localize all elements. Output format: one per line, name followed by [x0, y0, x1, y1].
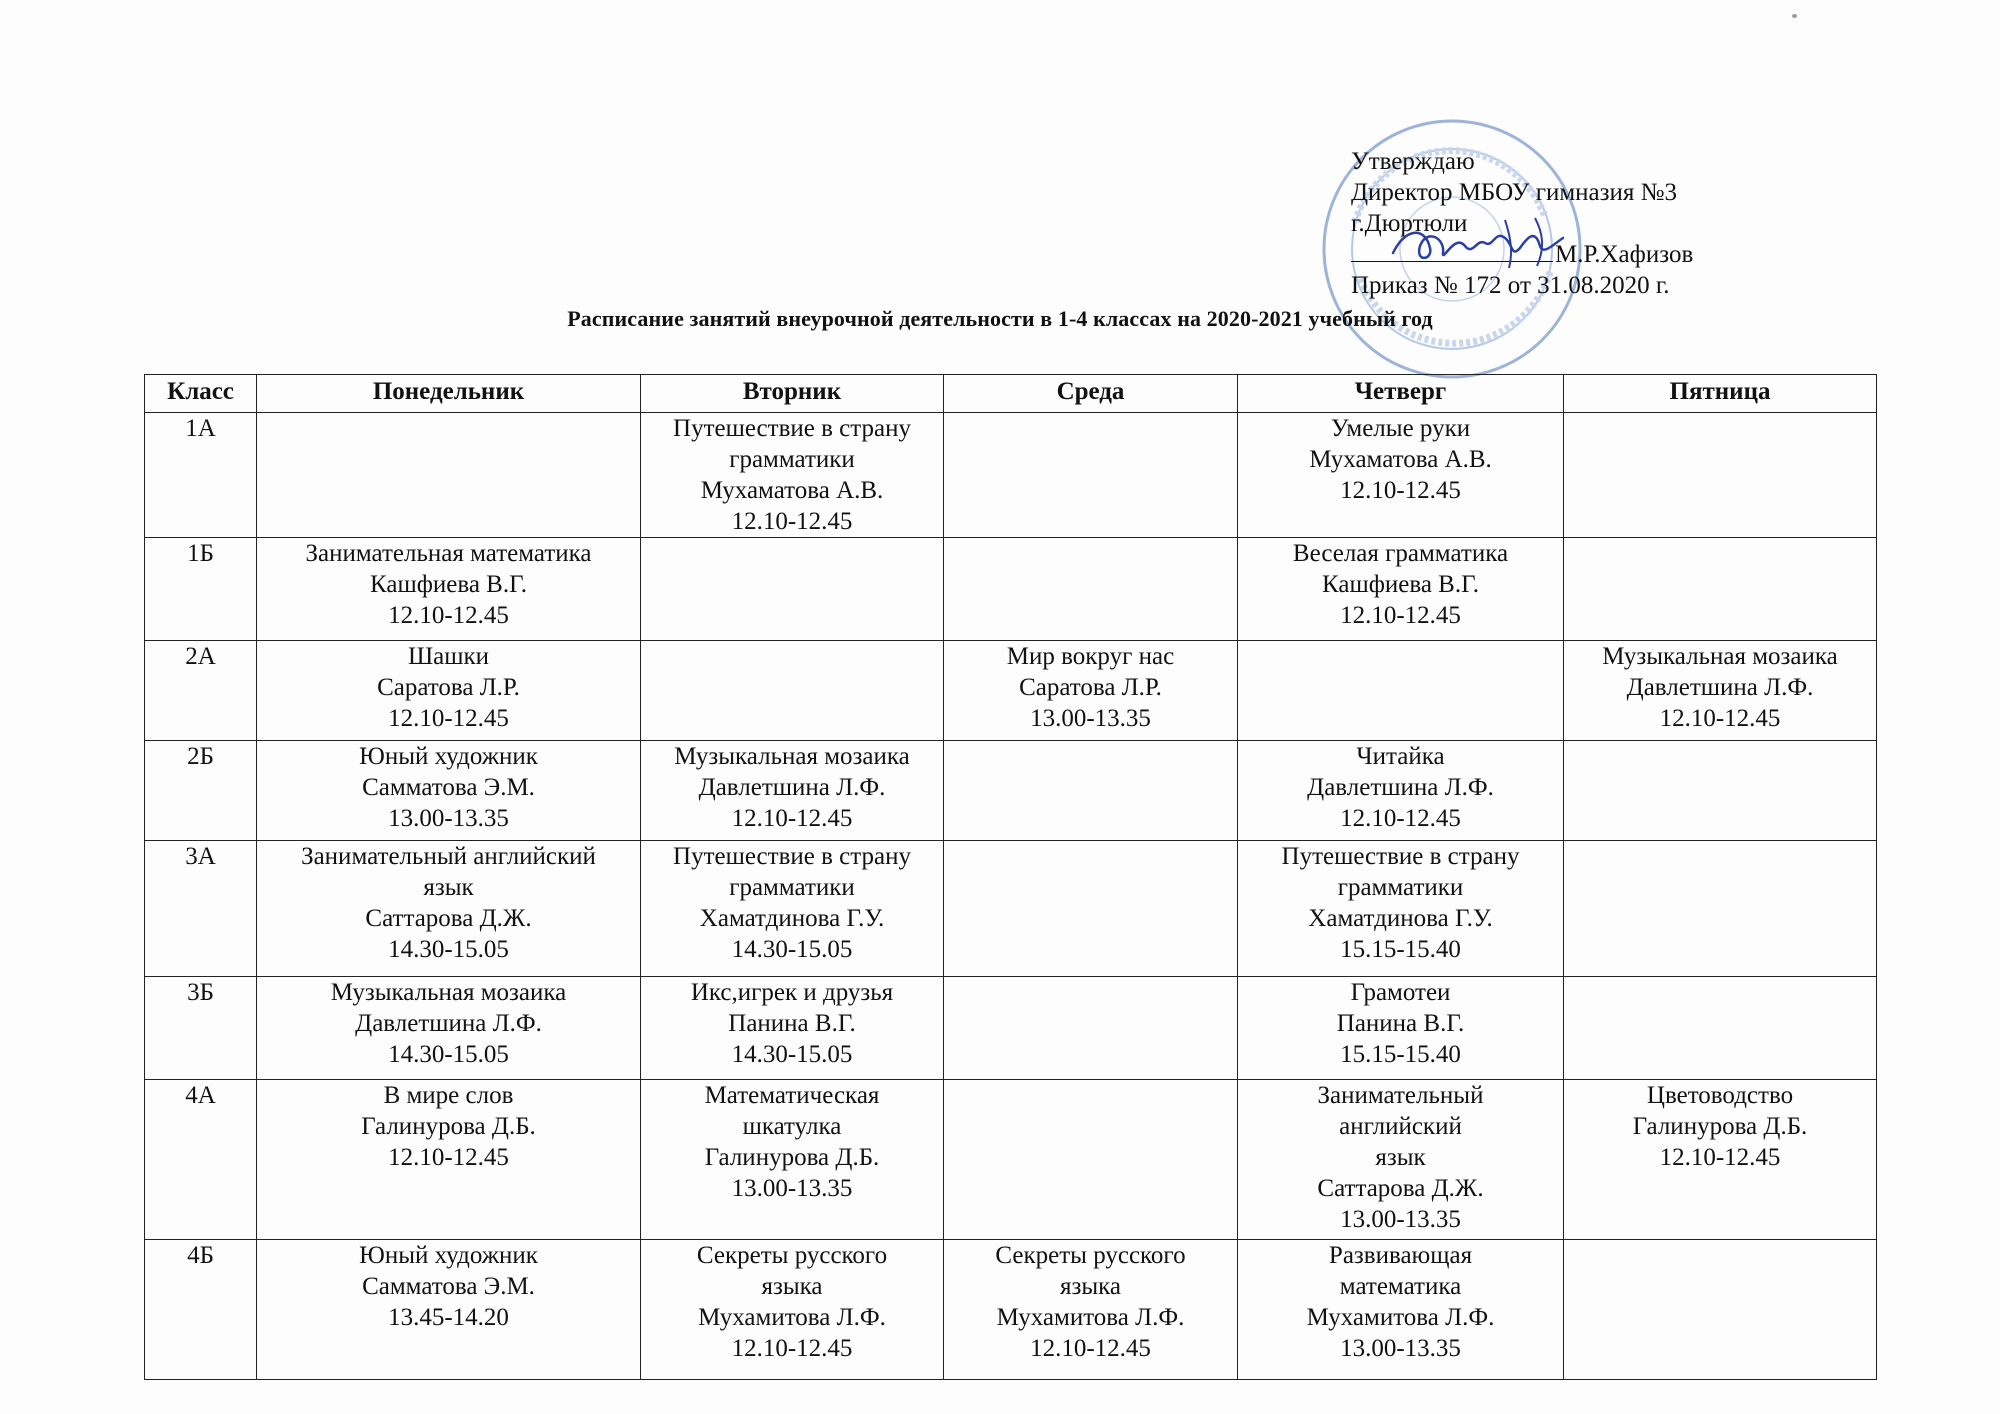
- activity-line: Кашфиева В.Г.: [1322, 571, 1479, 598]
- schedule-cell-monday: [257, 841, 641, 977]
- activity-line: Читайка: [1356, 743, 1445, 770]
- activity-line: 13.00-13.35: [1340, 1335, 1461, 1362]
- table-row: [145, 413, 1877, 538]
- activity-line: Мухамитова Л.Ф.: [996, 1304, 1185, 1331]
- class-cell: 2А: [145, 641, 257, 741]
- class-cell: 1А: [145, 413, 257, 538]
- activity-line: языка: [761, 1273, 823, 1300]
- activity-line: 14.30-15.05: [731, 1041, 853, 1068]
- schedule-cell-monday: [257, 641, 641, 741]
- activity-line: 12.10-12.45: [1659, 705, 1781, 732]
- activity-line: 12.10-12.45: [388, 705, 509, 732]
- schedule-cell-wednesday: [944, 977, 1238, 1080]
- activity-line: английский: [1339, 1113, 1462, 1140]
- activity-line: Мухаматова А.В.: [1309, 446, 1492, 473]
- activity-line: языка: [1059, 1273, 1122, 1300]
- activity-line: Мухаматова А.В.: [700, 477, 884, 504]
- activity-line: Давлетшина Л.Ф.: [1626, 674, 1814, 701]
- activity-line: 12.10-12.45: [1340, 602, 1461, 629]
- activity-line: Икс,игрек и друзья: [690, 979, 894, 1006]
- table-row: [145, 641, 1877, 741]
- header-class: Класс: [145, 375, 257, 413]
- activity-line: 12.10-12.45: [1340, 805, 1461, 832]
- schedule-cell-friday: [1564, 538, 1877, 641]
- schedule-cell-thursday: [1238, 538, 1564, 641]
- schedule-cell-thursday: [1238, 641, 1564, 741]
- schedule-cell-friday: [1564, 977, 1877, 1080]
- activity-line: 12.10-12.45: [731, 508, 853, 535]
- schedule-cell-friday: [1564, 841, 1877, 977]
- activity-line: Давлетшина Л.Ф.: [355, 1010, 542, 1037]
- schedule-cell-friday: [1564, 641, 1877, 741]
- table-row: [145, 1080, 1877, 1240]
- activity-line: 14.30-15.05: [388, 936, 509, 963]
- header-monday: Понедельник: [257, 375, 641, 413]
- activity-line: Умелые руки: [1330, 415, 1471, 442]
- activity-line: Занимательная математика: [305, 540, 592, 567]
- header-tuesday: Вторник: [641, 375, 944, 413]
- activity-line: грамматики: [729, 874, 855, 901]
- order-reference: Приказ № 172 от 31.08.2020 г.: [1351, 272, 1670, 299]
- class-cell: 2Б: [145, 741, 257, 841]
- schedule-cell-tuesday: [641, 538, 944, 641]
- activity-line: Кашфиева В.Г.: [370, 571, 527, 598]
- activity-line: Хаматдинова Г.У.: [1308, 905, 1493, 932]
- activity-line: Музыкальная мозаика: [330, 979, 567, 1006]
- schedule-cell-tuesday: [641, 841, 944, 977]
- activity-line: язык: [1375, 1144, 1426, 1171]
- activity-line: Путешествие в страну: [1281, 843, 1520, 870]
- class-cell: 3А: [145, 841, 257, 977]
- activity-line: 13.00-13.35: [388, 805, 509, 832]
- schedule-cell-thursday: [1238, 741, 1564, 841]
- schedule-cell-friday: [1564, 1080, 1877, 1240]
- schedule-cell-thursday: [1238, 841, 1564, 977]
- approval-line: Утверждаю: [1351, 148, 1475, 175]
- activity-line: математика: [1339, 1273, 1462, 1300]
- activity-line: 12.10-12.45: [388, 1144, 509, 1171]
- activity-line: Шашки: [407, 643, 490, 670]
- class-cell: 4Б: [145, 1240, 257, 1380]
- schedule-table: [144, 374, 1877, 1380]
- activity-line: Мир вокруг нас: [1006, 643, 1175, 670]
- activity-line: 14.30-15.05: [731, 936, 853, 963]
- schedule-cell-thursday: [1238, 1240, 1564, 1380]
- schedule-cell-wednesday: [944, 413, 1238, 538]
- schedule-cell-monday: [257, 413, 641, 538]
- activity-line: Цветоводство: [1646, 1082, 1794, 1109]
- activity-line: Юный художник: [359, 1242, 538, 1269]
- schedule-cell-tuesday: [641, 977, 944, 1080]
- activity-line: 12.10-12.45: [1030, 1335, 1151, 1362]
- activity-line: Грамотеи: [1350, 979, 1451, 1006]
- schedule-cell-wednesday: [944, 841, 1238, 977]
- activity-line: Галинурова Д.Б.: [704, 1144, 880, 1171]
- activity-line: грамматики: [729, 446, 855, 473]
- approval-line: г.Дюртюли: [1351, 210, 1468, 237]
- activity-line: 15.15-15.40: [1340, 936, 1461, 963]
- schedule-cell-monday: [257, 977, 641, 1080]
- class-cell: 4А: [145, 1080, 257, 1240]
- activity-line: Занимательный английский: [301, 843, 596, 870]
- table-row: [145, 1240, 1877, 1380]
- activity-line: Самматова Э.М.: [362, 774, 535, 801]
- activity-line: 12.10-12.45: [1659, 1144, 1781, 1171]
- activity-line: Мухамитова Л.Ф.: [1306, 1304, 1495, 1331]
- activity-line: Занимательный: [1317, 1082, 1484, 1109]
- activity-line: Галинурова Д.Б.: [361, 1113, 536, 1140]
- schedule-cell-monday: [257, 538, 641, 641]
- activity-line: 13.45-14.20: [388, 1304, 509, 1331]
- handwritten-signature: [1385, 208, 1585, 278]
- schedule-cell-monday: [257, 1240, 641, 1380]
- schedule-cell-friday: [1564, 741, 1877, 841]
- activity-line: Саттарова Д.Ж.: [1317, 1175, 1484, 1202]
- schedule-cell-wednesday: [944, 1080, 1238, 1240]
- activity-line: шкатулка: [742, 1113, 842, 1140]
- activity-line: Развивающая: [1328, 1242, 1473, 1269]
- header-friday: Пятница: [1564, 375, 1877, 413]
- class-cell: 1Б: [145, 538, 257, 641]
- table-row: [145, 841, 1877, 977]
- activity-line: Путешествие в страну: [673, 843, 911, 870]
- activity-line: грамматики: [1337, 874, 1464, 901]
- activity-line: Саратова Л.Р.: [377, 674, 520, 701]
- activity-line: 15.15-15.40: [1340, 1041, 1461, 1068]
- activity-line: Секреты русского: [995, 1242, 1186, 1269]
- schedule-cell-wednesday: [944, 741, 1238, 841]
- activity-line: В мире слов: [383, 1082, 514, 1109]
- schedule-cell-friday: [1564, 1240, 1877, 1380]
- activity-line: 12.10-12.45: [731, 805, 853, 832]
- activity-line: Давлетшина Л.Ф.: [1307, 774, 1494, 801]
- activity-line: 13.00-13.35: [731, 1175, 853, 1202]
- activity-line: Саратова Л.Р.: [1019, 674, 1162, 701]
- activity-line: Панина В.Г.: [1336, 1010, 1465, 1037]
- schedule-cell-wednesday: [944, 538, 1238, 641]
- activity-line: Галинурова Д.Б.: [1632, 1113, 1808, 1140]
- activity-line: 14.30-15.05: [388, 1041, 509, 1068]
- schedule-cell-friday: [1564, 413, 1877, 538]
- activity-line: 12.10-12.45: [731, 1335, 853, 1362]
- document-title: Расписание занятий внеурочной деятельности в 1-4 классах на 2020-2021 учебный год: [567, 306, 1433, 331]
- header-wednesday: Среда: [944, 375, 1238, 413]
- activity-line: Веселая грамматика: [1292, 540, 1509, 567]
- schedule-cell-monday: [257, 1080, 641, 1240]
- activity-line: Панина В.Г.: [728, 1010, 856, 1037]
- schedule-cell-thursday: [1238, 977, 1564, 1080]
- table-row: [145, 538, 1877, 641]
- table-row: [145, 741, 1877, 841]
- activity-line: Музыкальная мозаика: [1602, 643, 1838, 670]
- activity-line: Давлетшина Л.Ф.: [698, 774, 886, 801]
- schedule-cell-monday: [257, 741, 641, 841]
- activity-line: язык: [423, 874, 474, 901]
- activity-line: Самматова Э.М.: [362, 1273, 535, 1300]
- header-row: [145, 375, 1877, 413]
- schedule-cell-thursday: [1238, 413, 1564, 538]
- activity-line: Юный художник: [359, 743, 538, 770]
- activity-line: Хаматдинова Г.У.: [699, 905, 885, 932]
- schedule-cell-tuesday: [641, 741, 944, 841]
- scan-speck: [1792, 14, 1797, 18]
- activity-line: 12.10-12.45: [1340, 477, 1461, 504]
- schedule-cell-tuesday: [641, 641, 944, 741]
- activity-line: 13.00-13.35: [1340, 1206, 1461, 1233]
- activity-line: Мухамитова Л.Ф.: [698, 1304, 886, 1331]
- activity-line: Саттарова Д.Ж.: [365, 905, 532, 932]
- schedule-cell-tuesday: [641, 1080, 944, 1240]
- activity-line: 13.00-13.35: [1030, 705, 1151, 732]
- table-row: [145, 977, 1877, 1080]
- schedule-cell-tuesday: [641, 1240, 944, 1380]
- approval-line: Директор МБОУ гимназия №3: [1351, 179, 1677, 206]
- schedule-cell-tuesday: [641, 413, 944, 538]
- activity-line: 12.10-12.45: [388, 602, 509, 629]
- schedule-cell-thursday: [1238, 1080, 1564, 1240]
- class-cell: 3Б: [145, 977, 257, 1080]
- activity-line: Путешествие в страну: [673, 415, 911, 442]
- header-thursday: Четверг: [1238, 375, 1564, 413]
- signatory-name: М.Р.Хафизов: [1555, 241, 1694, 268]
- schedule-cell-wednesday: [944, 1240, 1238, 1380]
- schedule-cell-wednesday: [944, 641, 1238, 741]
- activity-line: Музыкальная мозаика: [674, 743, 910, 770]
- activity-line: Математическая: [704, 1082, 880, 1109]
- activity-line: Секреты русского: [696, 1242, 888, 1269]
